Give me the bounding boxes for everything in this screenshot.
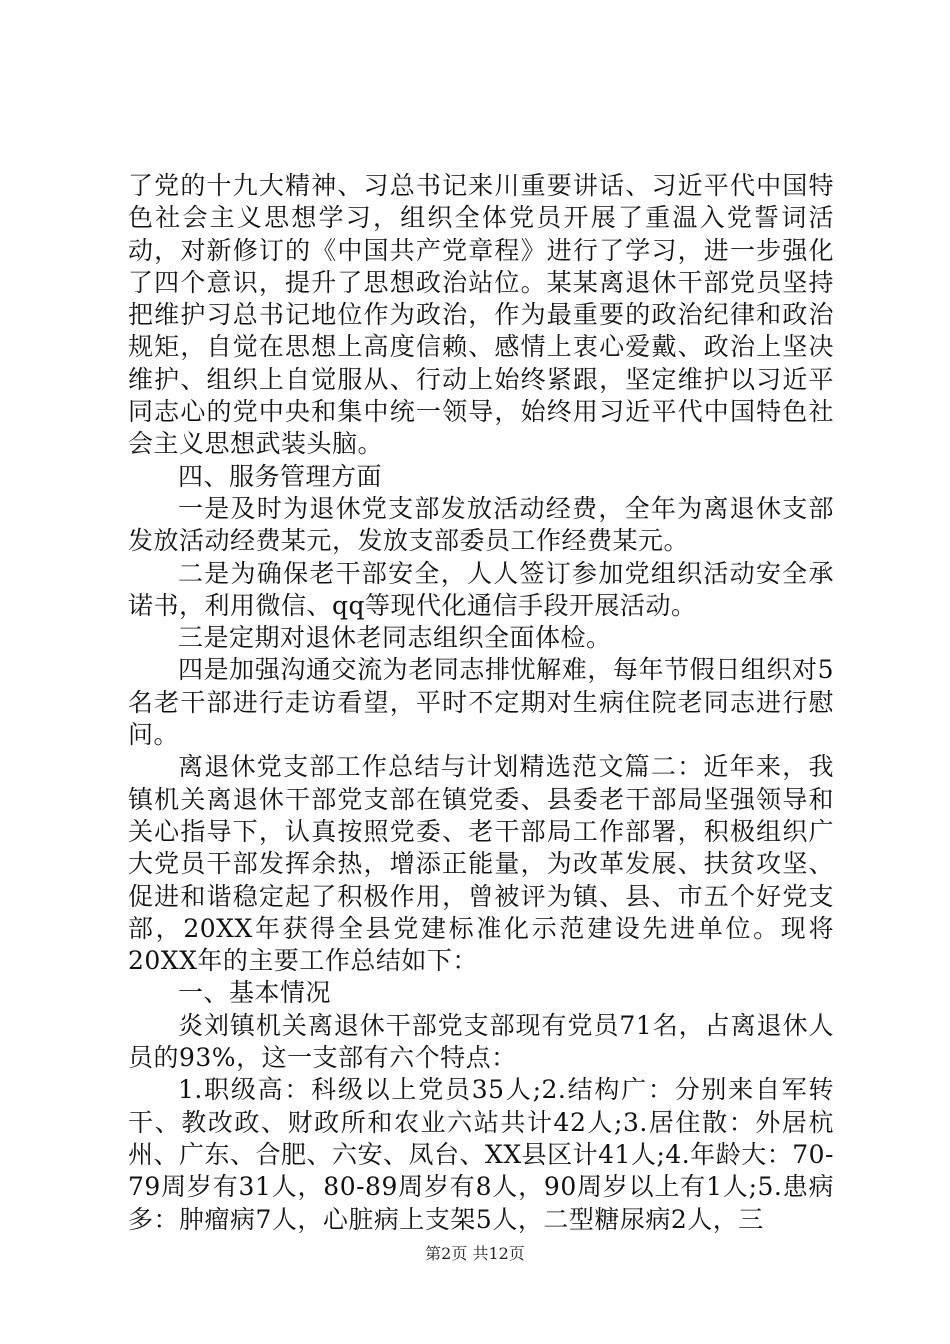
paragraph: 一、基本情况 <box>178 978 332 1008</box>
paragraph: 一是及时为退休党支部发放活动经费，全年为离退休支部发放活动经费某元，发放支部委员工作经费某元。 <box>128 493 834 556</box>
paragraph: 四是加强沟通交流为老同志排忧解难，每年节假日组织对5名老干部进行走访看望，平时不定期对生病住院老同志进行慰问。 <box>128 655 834 750</box>
paragraph: 三是定期对退休老同志组织全面体检。 <box>178 623 612 653</box>
paragraph: 离退休党支部工作总结与计划精选范文篇二：近年来，我镇机关离退休干部党支部在镇党委、县委老干部局坚强领导和关心指导下，认真按照党委、老干部局工作部署，积极组织广大党员干部发挥余热，增添正能量，为改革发展、扶贫攻坚、促进和谐稳定起了积极作用，曾被评为镇、县、市五个好党支部，20XX年获得全县党建标准化示范建设先进单位。现将20XX年的主要工作总结如下： <box>128 752 834 976</box>
paragraph: 四、服务管理方面 <box>178 461 383 491</box>
document-body <box>128 170 834 1236</box>
paragraph: 二是为确保老干部安全，人人签订参加党组织活动安全承诺书，利用微信、qq等现代化通信手段开展活动。 <box>128 558 834 620</box>
paragraph: 1.职级高：科级以上党员35人;2.结构广：分别来自军转干、教改政、财政所和农业六站共计42人;3.居住散：外居杭州、广东、合肥、六安、凤台、XX县区计41人;4.年龄大：70-79周岁有31人，80-89周岁有8人，90周岁以上有1人;5.患病多：肿瘤病7人，心脏病上支架5人，二型糖尿病2人，三 <box>128 1075 834 1234</box>
paragraph: 炎刘镇机关离退休干部党支部现有党员71名，占离退休人员的93%，这一支部有六个特点： <box>128 1010 834 1073</box>
page-footer: 第2页 共12页 <box>425 1244 525 1263</box>
paragraph: 了党的十九大精神、习总书记来川重要讲话、习近平代中国特色社会主义思想学习，组织全体党员开展了重温入党誓词活动，对新修订的《中国共产党章程》进行了学习，进一步强化了四个意识，提升了思想政治站位。某某离退休干部党员坚持把维护习总书记地位作为政治，作为最重要的政治纪律和政治规矩，自觉在思想上高度信赖、感情上衷心爱戴、政治上坚决维护、组织上自觉服从、行动上始终紧跟，坚定维护以习近平同志心的党中央和集中统一领导，始终用习近平代中国特色社会主义思想武装头脑。 <box>128 171 834 459</box>
